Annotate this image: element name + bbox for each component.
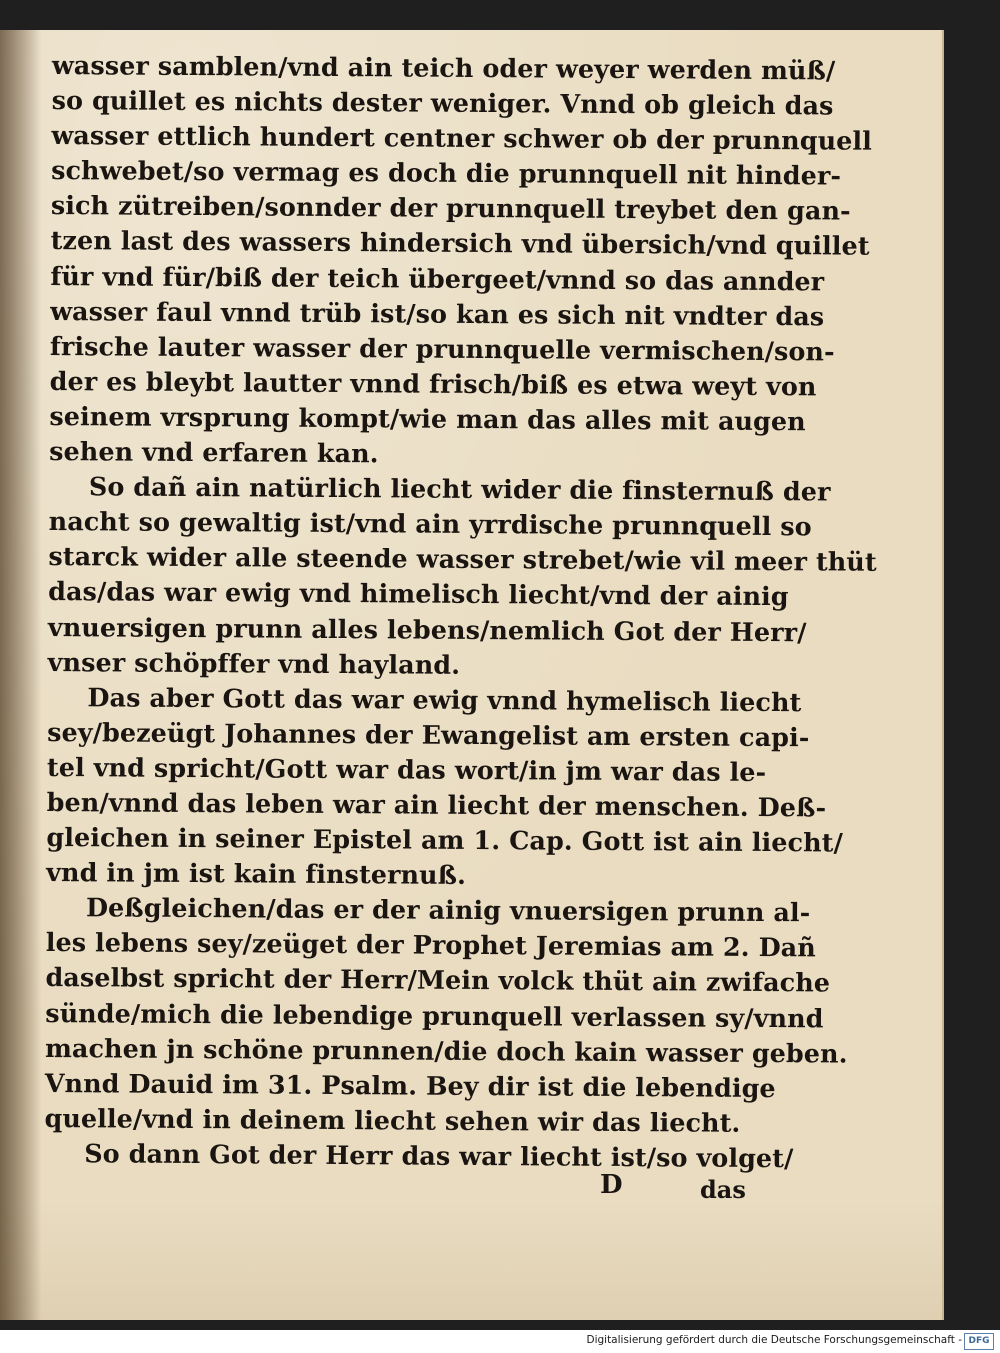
catchword: das: [700, 1175, 746, 1204]
dfg-logo: DFG: [964, 1333, 994, 1350]
signature-mark: D: [600, 1170, 623, 1200]
binding-shadow: [0, 30, 42, 1320]
text-line: wasser ettlich hundert centner schwer ob der prunnquell: [51, 120, 873, 156]
footer-bar: [0, 1330, 1000, 1353]
text-line: Deßgleichen/das er der ainig vnuersigen prunn al-: [85, 892, 811, 928]
text-line: tzen last des wassers hindersich vnd übersich/vnd quillet: [50, 225, 870, 262]
text-line: ben/vnnd das leben war ain liecht der menschen. Deß-: [46, 786, 827, 823]
text-line: Das aber Gott das war ewig vnnd hymelisch liecht: [87, 681, 802, 717]
text-line: tel vnd spricht/Gott war das wort/in jm war das le-: [46, 751, 767, 787]
text-line: nacht so gewaltig ist/vnd ain yrrdische prunnquell so: [48, 506, 812, 542]
text-line: les lebens sey/zeüget der Prophet Jeremias am 2. Dañ: [45, 927, 816, 963]
text-line: das/das war ewig vnd himelisch liecht/vnd der ainig: [48, 576, 789, 612]
text-line: frische lauter wasser der prunnquelle vermischen/son-: [49, 330, 835, 367]
text-line: vnd in jm ist kain finsternuß.: [46, 857, 467, 891]
text-line: wasser faul vnnd trüb ist/so kan es sich nit vndter das: [50, 295, 825, 332]
text-line: quelle/vnd in deinem liecht sehen wir das liecht.: [44, 1102, 741, 1138]
text-line: sünde/mich die lebendige prunquell verlassen sy/vnnd: [45, 997, 824, 1033]
text-line: der es bleybt lautter vnnd frisch/biß es etwa weyt von: [49, 365, 817, 402]
text-line: machen jn schöne prunnen/die doch kain wasser geben.: [44, 1032, 848, 1069]
text-line: sey/bezeügt Johannes der Ewangelist am ersten capi-: [47, 716, 810, 753]
text-line: sich zütreiben/sonnder der prunnquell treybet den gan-: [50, 190, 851, 226]
text-line: sehen vnd erfaren kan.: [49, 436, 379, 469]
page-body-text: [44, 48, 877, 1176]
text-line: So dañ ain natürlich liecht wider die finsternuß der: [88, 471, 831, 507]
text-line: So dann Got der Herr das war liecht ist/so volget/: [84, 1138, 794, 1174]
text-line: seinem vrsprung kompt/wie man das alles mit augen: [49, 400, 806, 437]
text-line: vnuersigen prunn alles lebens/nemlich Got der Herr/: [47, 611, 807, 647]
text-line: Vnnd Dauid im 31. Psalm. Bey dir ist die lebendige: [44, 1067, 776, 1103]
text-line: wasser samblen/vnd ain teich oder weyer werden müß/: [51, 49, 836, 86]
text-line: starck wider alle steende wasser strebet/wie vil meer thüt: [48, 541, 877, 578]
text-line: für vnd für/biß der teich übergeet/vnnd so das annder: [50, 260, 825, 296]
text-line: daselbst spricht der Herr/Mein volck thüt ain zwifache: [45, 962, 831, 998]
text-line: gleichen in seiner Epistel am 1. Cap. Gott ist ain liecht/: [46, 822, 844, 858]
text-line: schwebet/so vermag es doch die prunnquell nit hinder-: [51, 155, 842, 191]
text-line: vnser schöpffer vnd hayland.: [47, 646, 461, 680]
text-line: so quillet es nichts dester weniger. Vnnd ob gleich das: [51, 85, 834, 121]
footer-credit-text: Digitalisierung gefördert durch die Deutsche Forschungsgemeinschaft -: [586, 1334, 962, 1346]
